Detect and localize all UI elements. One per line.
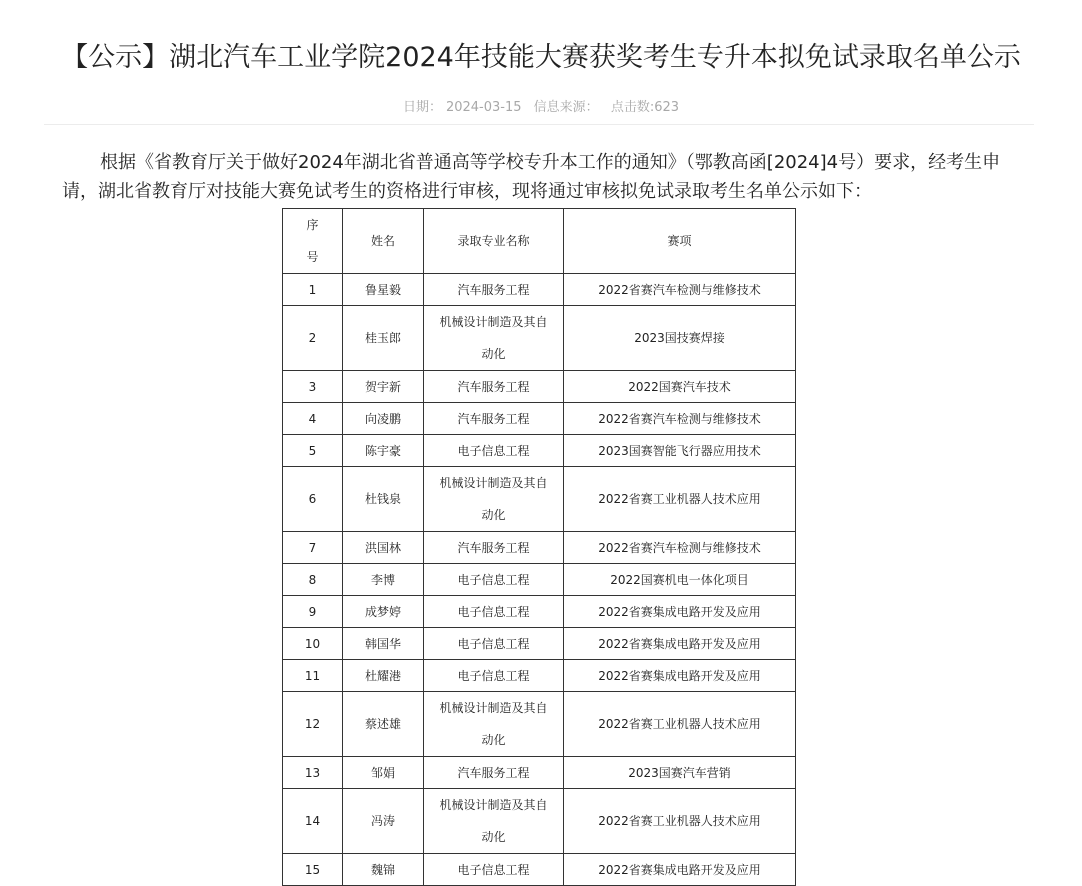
cell-no: 12: [283, 692, 343, 757]
admission-table: [282, 208, 796, 886]
cell-name: 鲁星毅: [343, 274, 424, 306]
cell-name: 洪国林: [343, 532, 424, 564]
cell-name: 邹娟: [343, 757, 424, 789]
table-row: [283, 467, 796, 532]
cell-name: 魏锦: [343, 854, 424, 886]
cell-event: 2022国赛机电一体化项目: [564, 564, 796, 596]
cell-event: 2022省赛工业机器人技术应用: [564, 789, 796, 854]
title-divider: [44, 124, 1034, 125]
cell-no: 6: [283, 467, 343, 532]
cell-major: 电子信息工程: [424, 596, 564, 628]
cell-no: 2: [283, 306, 343, 371]
cell-event: 2022省赛工业机器人技术应用: [564, 692, 796, 757]
cell-major: 电子信息工程: [424, 628, 564, 660]
cell-major: 汽车服务工程: [424, 757, 564, 789]
table-row: [283, 692, 796, 757]
table-row: [283, 371, 796, 403]
cell-event: 2022省赛汽车检测与维修技术: [564, 403, 796, 435]
cell-name: 桂玉郎: [343, 306, 424, 371]
cell-major: 电子信息工程: [424, 660, 564, 692]
cell-major: [424, 789, 564, 854]
cell-name: 韩国华: [343, 628, 424, 660]
cell-major: 电子信息工程: [424, 435, 564, 467]
table-row: [283, 306, 796, 371]
table-row: [283, 789, 796, 854]
cell-event: 2022省赛汽车检测与维修技术: [564, 274, 796, 306]
cell-major: 电子信息工程: [424, 564, 564, 596]
table-row: [283, 660, 796, 692]
cell-event: 2022省赛汽车检测与维修技术: [564, 532, 796, 564]
header-event: 赛项: [564, 209, 796, 274]
cell-name: 贺宇新: [343, 371, 424, 403]
table-row: [283, 435, 796, 467]
cell-event: 2023国技赛焊接: [564, 306, 796, 371]
cell-major: [424, 467, 564, 532]
cell-name: 成梦婷: [343, 596, 424, 628]
cell-no: 10: [283, 628, 343, 660]
cell-event: 2022国赛汽车技术: [564, 371, 796, 403]
cell-major: 汽车服务工程: [424, 532, 564, 564]
cell-no: 15: [283, 854, 343, 886]
table-row: [283, 854, 796, 886]
cell-name: 陈宇豪: [343, 435, 424, 467]
cell-no: 11: [283, 660, 343, 692]
cell-major-text: 机械设计制造及其自动化: [439, 798, 548, 844]
table-row: [283, 757, 796, 789]
header-no-label: 序号: [306, 218, 319, 264]
cell-event: 2022省赛集成电路开发及应用: [564, 628, 796, 660]
publish-date: 2024-03-15: [445, 100, 522, 115]
cell-no: 8: [283, 564, 343, 596]
cell-no: 1: [283, 274, 343, 306]
cell-name: 李博: [343, 564, 424, 596]
cell-major: [424, 692, 564, 757]
table-body: [283, 274, 796, 886]
table-header-row: [283, 209, 796, 274]
cell-name: 杜耀港: [343, 660, 424, 692]
cell-major: 电子信息工程: [424, 854, 564, 886]
header-name: 姓名: [343, 209, 424, 274]
header-major: 录取专业名称: [424, 209, 564, 274]
cell-event: 2023国赛智能飞行器应用技术: [564, 435, 796, 467]
cell-event: 2023国赛汽车营销: [564, 757, 796, 789]
cell-no: 5: [283, 435, 343, 467]
cell-no: 9: [283, 596, 343, 628]
click-count: 点击数:623: [610, 100, 680, 115]
intro-paragraph: 根据《省教育厅关于做好2024年湖北省普通高等学校专升本工作的通知》（鄂教高函[2024]4号）要求，经考生申请，湖北省教育厅对技能大赛免试考生的资格进行审核，现将通过审核拟免试录取考生名单公示如下：: [62, 152, 1001, 202]
table-row: [283, 532, 796, 564]
cell-no: 3: [283, 371, 343, 403]
cell-no: 7: [283, 532, 343, 564]
table-row: [283, 596, 796, 628]
cell-name: 杜钱泉: [343, 467, 424, 532]
cell-major: [424, 306, 564, 371]
cell-major-text: 机械设计制造及其自动化: [439, 315, 548, 361]
date-label: 日期：: [402, 100, 442, 115]
cell-no: 4: [283, 403, 343, 435]
source-label: 信息来源：: [533, 100, 599, 115]
cell-major: 汽车服务工程: [424, 371, 564, 403]
cell-name: 向凌鹏: [343, 403, 424, 435]
cell-major: 汽车服务工程: [424, 403, 564, 435]
cell-event: 2022省赛工业机器人技术应用: [564, 467, 796, 532]
cell-name: 蔡述雄: [343, 692, 424, 757]
cell-major-text: 机械设计制造及其自动化: [439, 476, 548, 522]
article-meta: [0, 98, 1082, 118]
cell-event: 2022省赛集成电路开发及应用: [564, 660, 796, 692]
table-row: [283, 628, 796, 660]
header-no: [283, 209, 343, 274]
article-title: 【公示】湖北汽车工业学院2024年技能大赛获奖考生专升本拟免试录取名单公示: [61, 42, 1021, 73]
table-row: [283, 403, 796, 435]
cell-event: 2022省赛集成电路开发及应用: [564, 854, 796, 886]
cell-major: 汽车服务工程: [424, 274, 564, 306]
cell-no: 13: [283, 757, 343, 789]
table-row: [283, 274, 796, 306]
cell-event: 2022省赛集成电路开发及应用: [564, 596, 796, 628]
cell-no: 14: [283, 789, 343, 854]
cell-name: 冯涛: [343, 789, 424, 854]
cell-major-text: 机械设计制造及其自动化: [439, 701, 548, 747]
table-row: [283, 564, 796, 596]
